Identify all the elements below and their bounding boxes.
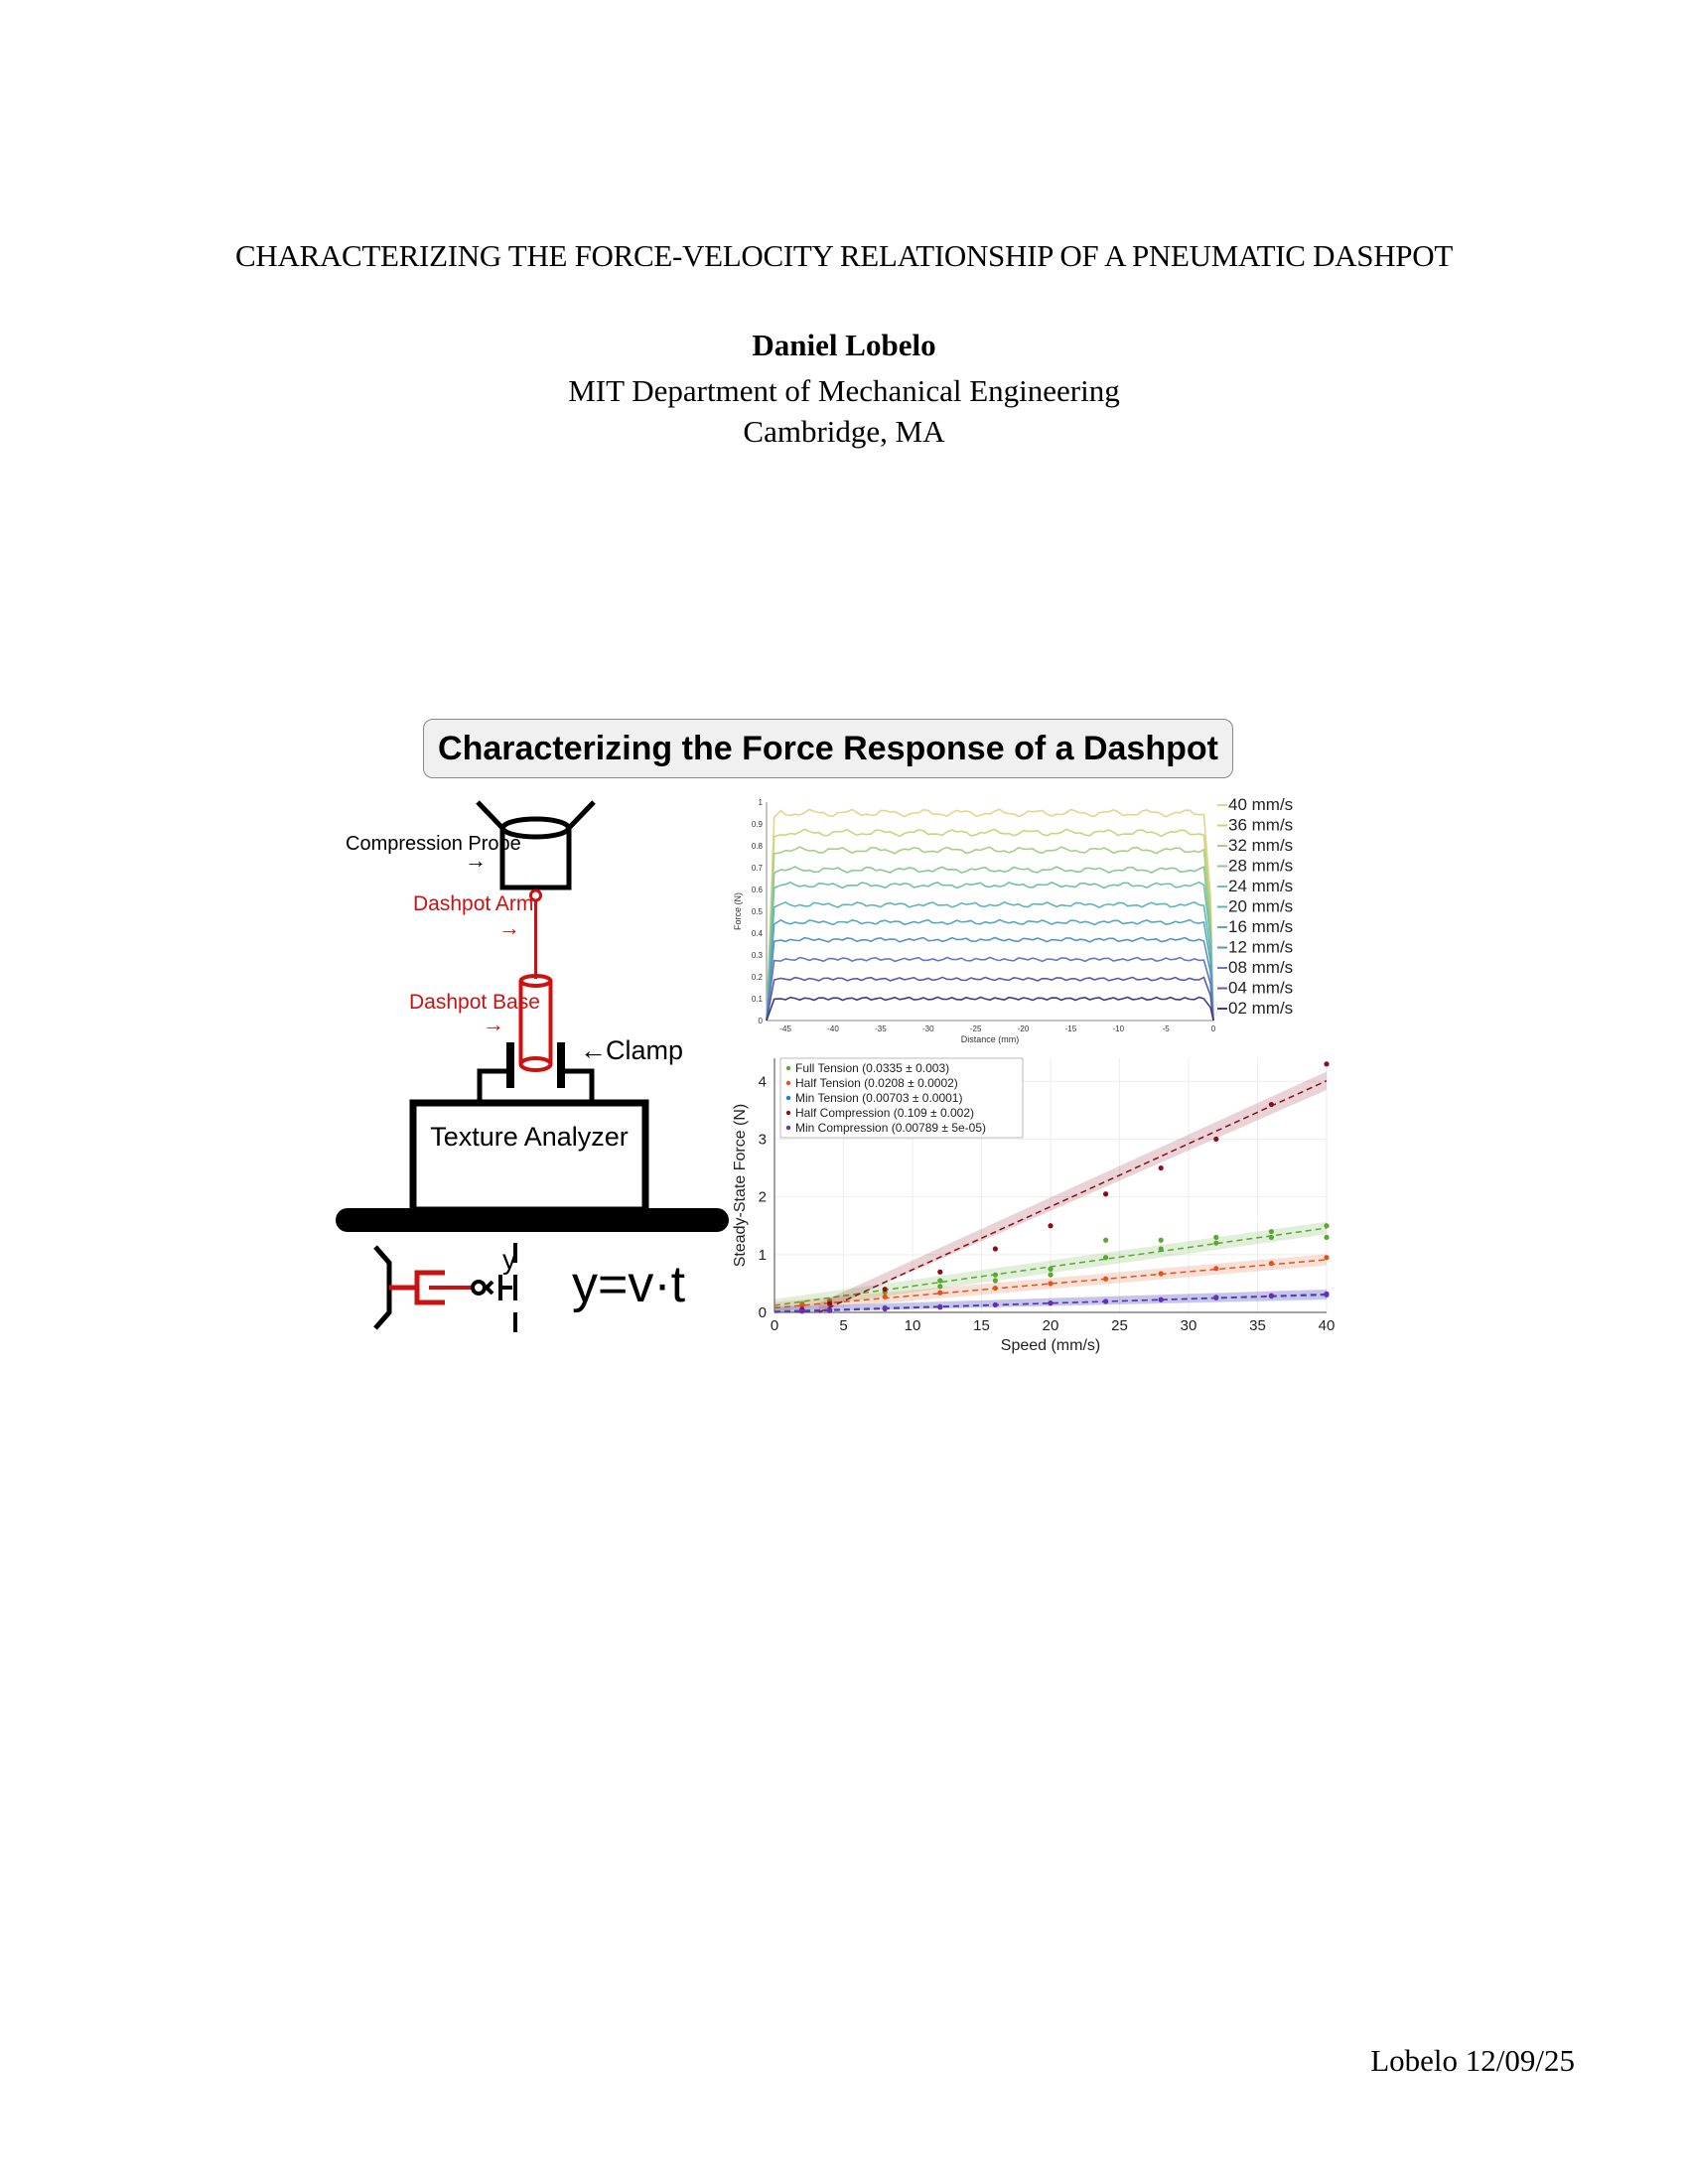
force-curve [767,957,1213,1021]
legend-label: 28 mm/s [1228,856,1294,876]
legend [780,1058,1023,1138]
data-point [993,1286,998,1291]
force-curve [767,847,1213,1021]
x-tick-label: -10 [1112,1024,1125,1033]
y-tick-label: 0.4 [751,929,763,938]
y-tick-label: 0.3 [751,951,763,960]
legend-marker [786,1126,790,1130]
dashpot-diagram [334,719,731,1354]
author-name: Daniel Lobelo [752,328,936,362]
y-tick-label: 1 [758,1246,767,1264]
data-point [1048,1300,1053,1305]
legend-label: 20 mm/s [1228,896,1294,916]
x-tick-label: -5 [1162,1024,1170,1033]
figure-title: Characterizing the Force Response of a Dashpot [423,719,1233,778]
data-point [799,1308,804,1313]
x-tick-label: 25 [1111,1317,1128,1334]
data-point [1213,1235,1218,1240]
x-tick-label: -45 [779,1024,791,1033]
x-tick-label: -35 [875,1024,887,1033]
x-tick-label: 15 [973,1317,990,1334]
legend-label: Full Tension (0.0335 ± 0.003) [795,1061,950,1075]
data-point [883,1306,888,1311]
data-point [993,1246,998,1251]
legend-label: 02 mm/s [1228,999,1294,1018]
data-point [1269,1294,1274,1298]
data-point [1103,1255,1108,1260]
y-tick-label: 0.9 [751,820,763,829]
x-tick-label: 30 [1180,1317,1197,1334]
x-tick-label: 5 [839,1317,848,1334]
legend-label: 04 mm/s [1228,978,1294,998]
location: Cambridge, MA [743,414,945,449]
x-tick-label: 10 [904,1317,921,1334]
data-point [1324,1061,1329,1066]
data-point [1103,1191,1108,1196]
clamp-label: ← [580,1035,607,1065]
x-tick-label: -25 [969,1024,982,1033]
dashpot-base-label: Dashpot Base [409,991,540,1014]
legend-marker [786,1111,790,1115]
data-point [883,1295,888,1299]
data-point [937,1304,942,1309]
force-curve [767,809,1213,1021]
y-axis-label: Force (N) [733,892,743,930]
x-tick-label: 35 [1249,1317,1266,1334]
x-tick-label: 0 [770,1317,779,1334]
affiliation: MIT Department of Mechanical Engineering [568,373,1120,408]
data-point [937,1270,942,1275]
data-point [1213,1295,1218,1299]
data-point [1269,1235,1274,1240]
force-distance-chart [731,788,1327,1046]
x-tick-label: 0 [1210,1024,1216,1033]
y-axis-label: Steady-State Force (N) [732,1103,749,1268]
legend-marker [786,1066,790,1070]
legend-marker [786,1096,790,1100]
data-point [1213,1241,1218,1246]
y-label: y [502,1244,516,1275]
texture-analyzer-box [413,1103,645,1210]
equation: y=v·t [572,1256,686,1313]
data-point [1269,1229,1274,1234]
legend-label: 32 mm/s [1228,836,1294,855]
y-tick-label: 0.8 [751,842,763,851]
data-point [937,1278,942,1283]
legend-label: 40 mm/s [1228,795,1294,814]
data-point [1324,1255,1329,1260]
data-point [937,1291,942,1296]
data-point [993,1302,998,1307]
data-point [1324,1235,1329,1240]
y-tick-label: 0.5 [751,907,763,916]
legend-label: 08 mm/s [1228,958,1294,977]
data-point [827,1308,832,1313]
legend-label: Min Compression (0.00789 ± 5e-05) [795,1121,987,1135]
dashpot-symbol-icon [375,1243,515,1332]
graphical-abstract-figure [334,719,1336,1354]
x-tick-label: -40 [827,1024,839,1033]
y-tick-label: 0.7 [751,864,763,873]
x-tick-label: -30 [921,1024,934,1033]
legend-label: Half Compression (0.109 ± 0.002) [795,1106,975,1120]
clamp-icon [480,1042,592,1103]
data-point [1159,1165,1164,1170]
base-arrow: → [483,1012,504,1036]
data-point [1103,1277,1108,1282]
dashpot-arm-label: Dashpot Arm [413,892,534,915]
y-tick-label: 2 [758,1188,767,1206]
legend-label: 24 mm/s [1228,877,1294,895]
y-tick-label: 0.1 [751,995,763,1004]
data-point [1324,1292,1329,1297]
x-tick-label: -15 [1064,1024,1077,1033]
probe-arrow: → [465,848,487,873]
force-speed-chart [731,1046,1336,1354]
clamp-text: Clamp [606,1035,684,1065]
data-point [993,1278,998,1283]
y-tick-label: 0.6 [751,886,763,894]
y-tick-label: 4 [758,1073,767,1091]
force-curve [767,997,1213,1021]
arm-arrow: → [498,915,520,940]
compression-probe-label: Compression Probe [346,833,521,855]
data-point [1103,1238,1108,1243]
data-point [1103,1298,1108,1303]
y-tick-label: 0.2 [751,973,763,982]
y-tick-label: 1 [758,798,763,807]
legend-label: 16 mm/s [1228,917,1294,936]
data-point [1269,1261,1274,1266]
data-point [1048,1223,1053,1228]
paper-title: CHARACTERIZING THE FORCE-VELOCITY RELATIONSHIP OF A PNEUMATIC DASHPOT [235,238,1453,273]
legend-marker [786,1081,790,1085]
data-point [1048,1281,1053,1286]
x-tick-label: 40 [1318,1317,1336,1334]
y-tick-label: 0 [758,1304,767,1321]
legend-label: 12 mm/s [1228,937,1294,957]
x-axis-label: Distance (mm) [960,1034,1020,1044]
legend-label: Half Tension (0.0208 ± 0.0002) [795,1076,958,1090]
y-tick-label: 3 [758,1131,767,1149]
data-point [1269,1102,1274,1107]
legend-label: 36 mm/s [1228,815,1294,835]
data-point [993,1273,998,1278]
data-point [1159,1271,1164,1276]
data-point [1048,1273,1053,1278]
data-point [1159,1238,1164,1243]
data-point [1213,1266,1218,1271]
texture-analyzer-label: Texture Analyzer [430,1122,629,1152]
page-footer: Lobelo 12/09/25 [1370,2043,1575,2078]
force-curve [767,920,1213,1021]
data-point [1213,1137,1218,1142]
data-point [1159,1297,1164,1302]
x-tick-label: 20 [1042,1317,1059,1334]
legend-label: Min Tension (0.00703 ± 0.0001) [795,1091,963,1105]
data-point [883,1287,888,1292]
x-tick-label: -20 [1017,1024,1030,1033]
data-point [1159,1246,1164,1251]
data-point [1324,1223,1329,1228]
x-axis-label: Speed (mm/s) [1000,1337,1101,1354]
y-tick-label: 0 [758,1017,763,1025]
data-point [1048,1267,1053,1272]
